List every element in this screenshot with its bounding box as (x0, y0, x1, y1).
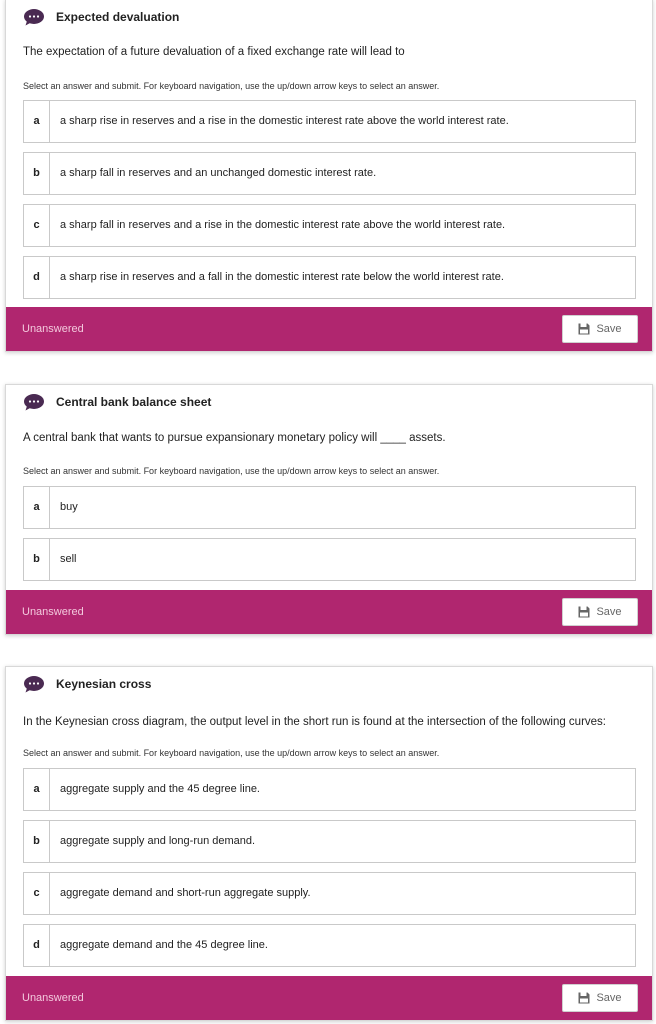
answer-option-b[interactable] (23, 820, 636, 863)
save-button[interactable] (562, 598, 638, 626)
answer-option-a[interactable] (23, 100, 636, 143)
option-letter: b (24, 539, 50, 580)
option-text: aggregate demand and the 45 degree line. (60, 939, 268, 951)
option-text: aggregate supply and the 45 degree line. (60, 783, 260, 795)
chat-bubble-icon (23, 676, 45, 693)
answer-option-c[interactable] (23, 204, 636, 247)
question-title: Keynesian cross (56, 677, 152, 691)
answer-option-d[interactable] (23, 924, 636, 967)
chat-bubble-icon (23, 9, 45, 26)
answer-option-b[interactable] (23, 152, 636, 195)
option-text: a sharp rise in reserves and a fall in the domestic interest rate below the world interest rate. (60, 271, 504, 283)
option-text: a sharp rise in reserves and a rise in the domestic interest rate above the world interest rate. (60, 115, 509, 127)
question-footer (6, 976, 652, 1020)
question-card-3 (5, 666, 653, 1021)
option-letter: a (24, 487, 50, 528)
status-label: Unanswered (22, 992, 84, 1004)
save-button[interactable] (562, 315, 638, 343)
option-text: aggregate demand and short-run aggregate supply. (60, 887, 311, 899)
question-text: A central bank that wants to pursue expansionary monetary policy will ____ assets. (23, 432, 446, 444)
answer-option-a[interactable] (23, 486, 636, 529)
option-letter: b (24, 821, 50, 862)
question-title: Expected devaluation (56, 10, 180, 24)
option-letter: c (24, 873, 50, 914)
save-label: Save (596, 992, 622, 1004)
save-label: Save (596, 606, 622, 618)
option-text: sell (60, 553, 77, 565)
option-text: aggregate supply and long-run demand. (60, 835, 256, 847)
question-header (6, 385, 652, 421)
question-instructions: Select an answer and submit. For keyboard navigation, use the up/down arrow keys to select an answer. (23, 748, 440, 758)
question-header (6, 667, 652, 703)
question-card-2 (5, 384, 653, 635)
chat-bubble-icon (23, 394, 45, 411)
option-letter: d (24, 925, 50, 966)
question-header (6, 0, 652, 36)
option-text: buy (60, 501, 78, 513)
option-letter: c (24, 205, 50, 246)
question-text: In the Keynesian cross diagram, the output level in the short run is found at the intersection of the following curves: (23, 716, 606, 728)
option-letter: a (24, 769, 50, 810)
floppy-disk-icon (578, 323, 590, 335)
answer-option-d[interactable] (23, 256, 636, 299)
question-footer (6, 307, 652, 351)
save-button[interactable] (562, 984, 638, 1012)
status-label: Unanswered (22, 606, 84, 618)
answer-option-a[interactable] (23, 768, 636, 811)
question-footer (6, 590, 652, 634)
floppy-disk-icon (578, 606, 590, 618)
status-label: Unanswered (22, 323, 84, 335)
question-instructions: Select an answer and submit. For keyboard navigation, use the up/down arrow keys to select an answer. (23, 466, 440, 476)
option-letter: a (24, 101, 50, 142)
option-letter: b (24, 153, 50, 194)
option-letter: d (24, 257, 50, 298)
question-card-1 (5, 0, 653, 352)
floppy-disk-icon (578, 992, 590, 1004)
question-title: Central bank balance sheet (56, 395, 212, 409)
question-text: The expectation of a future devaluation of a fixed exchange rate will lead to (23, 46, 405, 58)
answer-option-b[interactable] (23, 538, 636, 581)
save-label: Save (596, 323, 622, 335)
answer-option-c[interactable] (23, 872, 636, 915)
option-text: a sharp fall in reserves and an unchanged domestic interest rate. (60, 167, 377, 179)
question-instructions: Select an answer and submit. For keyboard navigation, use the up/down arrow keys to select an answer. (23, 81, 440, 91)
option-text: a sharp fall in reserves and a rise in the domestic interest rate above the world interest rate. (60, 219, 506, 231)
